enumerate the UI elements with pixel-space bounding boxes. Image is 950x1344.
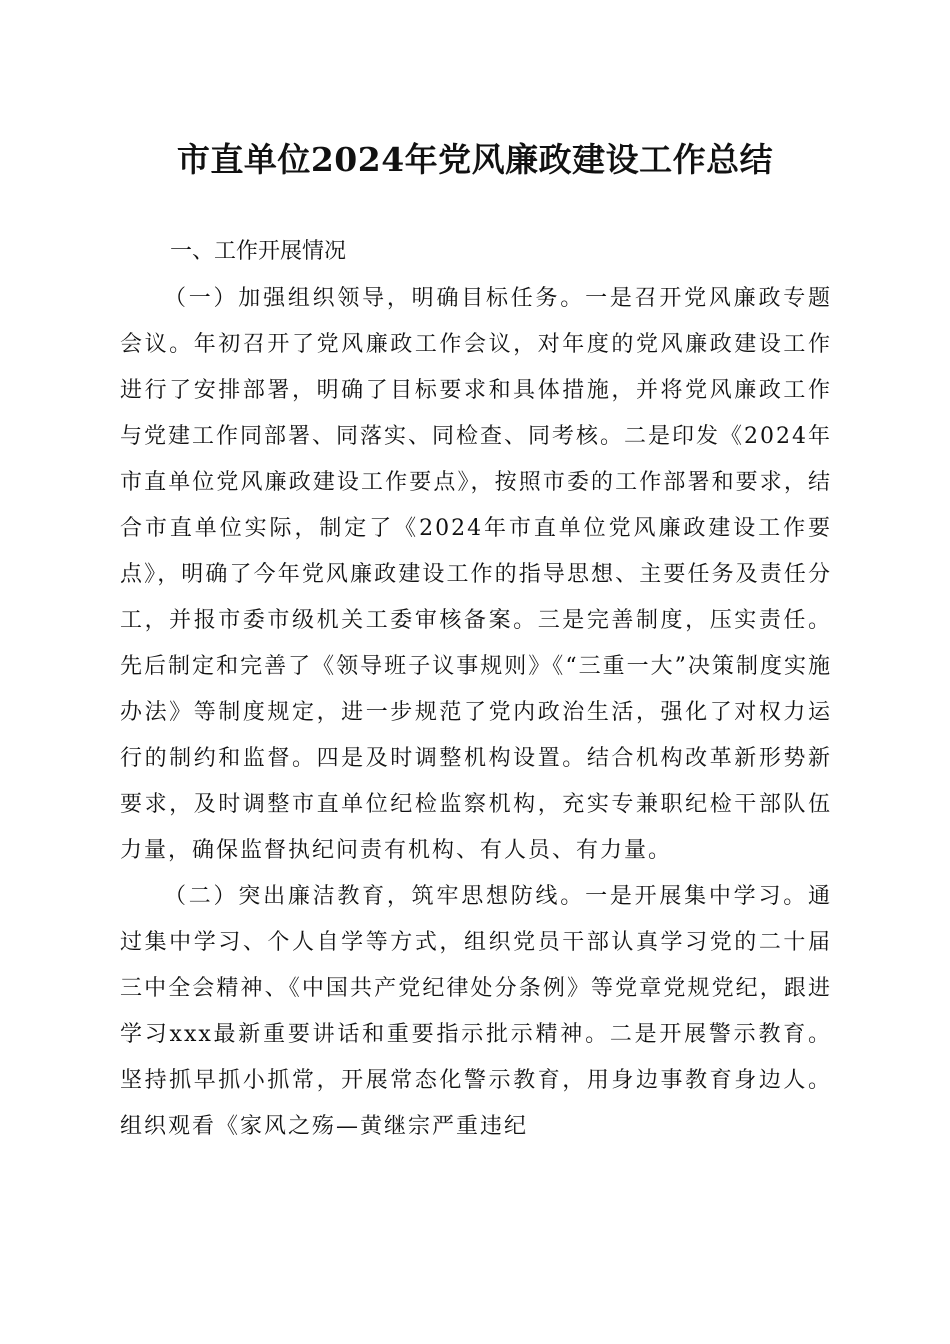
document-body [120, 276, 832, 1150]
document-title: 市直单位2024年党风廉政建设工作总结 [176, 140, 774, 179]
paragraph: （一）加强组织领导，明确目标任务。一是召开党风廉政专题会议。年初召开了党风廉政工作会议，对年度的党风廉政建设工作进行了安排部署，明确了目标要求和具体措施，并将党风廉政工作与党建工作同部署、同落实、同检查、同考核。二是印发《2024年市直单位党风廉政建设工作要点》，按照市委的工作部署和要求，结合市直单位实际，制定了《2024年市直单位党风廉政建设工作要点》，明确了今年党风廉政建设工作的指导思想、主要任务及责任分工，并报市委市级机关工委审核备案。三是完善制度，压实责任。先后制定和完善了《领导班子议事规则》《“三重一大”决策制度实施办法》等制度规定，进一步规范了党内政治生活，强化了对权力运行的制约和监督。四是及时调整机构设置。结合机构改革新形势新要求，及时调整市直单位纪检监察机构，充实专兼职纪检干部队伍力量，确保监督执纪问责有机构、有人员、有力量。 [120, 286, 832, 863]
paragraph: （二）突出廉洁教育，筑牢思想防线。一是开展集中学习。通过集中学习、个人自学等方式，组织党员干部认真学习党的二十届三中全会精神、《中国共产党纪律处分条例》等党章党规党纪，跟进学习xxx最新重要讲话和重要指示批示精神。二是开展警示教育。坚持抓早抓小抓常，开展常态化警示教育，用身边事教育身边人。组织观看《家风之殇—黄继宗严重违纪 [120, 884, 832, 1139]
section-heading: 一、工作开展情况 [170, 239, 347, 264]
